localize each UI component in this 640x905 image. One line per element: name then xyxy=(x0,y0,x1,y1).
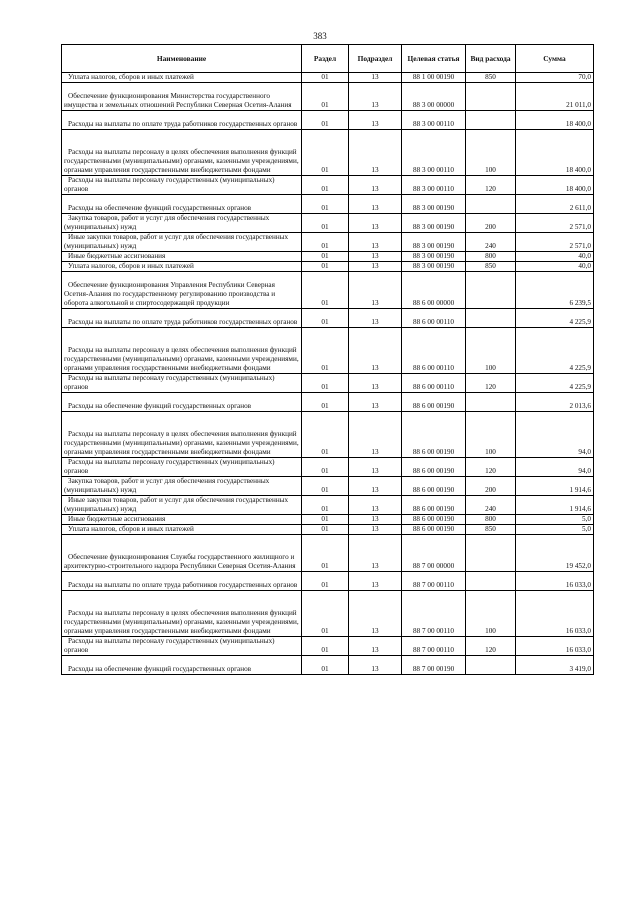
row-summa: 3 419,0 xyxy=(516,656,594,675)
row-razdel: 01 xyxy=(302,572,349,591)
row-name: Уплата налогов, сборов и иных платежей xyxy=(62,73,302,83)
row-summa: 18 400,0 xyxy=(516,130,594,176)
table-row xyxy=(62,233,594,252)
row-statya: 88 7 00 00110 xyxy=(402,637,466,656)
table-row xyxy=(62,374,594,393)
row-name: Уплата налогов, сборов и иных платежей xyxy=(62,262,302,272)
row-razdel: 01 xyxy=(302,591,349,637)
row-statya: 88 7 00 00000 xyxy=(402,535,466,572)
row-statya: 88 6 00 00190 xyxy=(402,525,466,535)
row-name: Расходы на обеспечение функций государственных органов xyxy=(62,195,302,214)
row-name: Расходы на выплаты по оплате труда работников государственных органов xyxy=(62,309,302,328)
row-statya: 88 6 00 00110 xyxy=(402,328,466,374)
row-statya: 88 6 00 00190 xyxy=(402,477,466,496)
row-podrazdel: 13 xyxy=(349,328,402,374)
row-podrazdel: 13 xyxy=(349,309,402,328)
page-number: 383 xyxy=(313,31,327,41)
row-razdel: 01 xyxy=(302,515,349,525)
row-vid: 200 xyxy=(466,214,516,233)
row-vid xyxy=(466,111,516,130)
table-row xyxy=(62,214,594,233)
table-row xyxy=(62,262,594,272)
row-statya: 88 7 00 00110 xyxy=(402,591,466,637)
row-vid xyxy=(466,309,516,328)
row-statya: 88 6 00 00110 xyxy=(402,309,466,328)
row-podrazdel: 13 xyxy=(349,195,402,214)
row-summa: 2 571,0 xyxy=(516,233,594,252)
row-vid: 100 xyxy=(466,591,516,637)
row-summa: 94,0 xyxy=(516,458,594,477)
row-name: Расходы на выплаты персоналу государственных (муниципальных) органов xyxy=(62,374,302,393)
row-statya: 88 3 00 00110 xyxy=(402,111,466,130)
row-razdel: 01 xyxy=(302,252,349,262)
row-razdel: 01 xyxy=(302,393,349,412)
row-name: Расходы на выплаты персоналу в целях обеспечения выполнения функций государственными (муниципальными) органами, казенными учреждениями, органами управления государственными внебюджетными фондами xyxy=(62,591,302,637)
row-vid: 240 xyxy=(466,496,516,515)
row-vid: 120 xyxy=(466,176,516,195)
row-podrazdel: 13 xyxy=(349,535,402,572)
header-row xyxy=(62,45,594,73)
row-vid xyxy=(466,535,516,572)
row-summa: 1 914,6 xyxy=(516,496,594,515)
row-vid: 100 xyxy=(466,328,516,374)
row-name: Закупка товаров, работ и услуг для обеспечения государственных (муниципальных) нужд xyxy=(62,214,302,233)
row-name: Иные закупки товаров, работ и услуг для обеспечения государственных (муниципальных) нужд xyxy=(62,496,302,515)
row-statya: 88 6 00 00190 xyxy=(402,393,466,412)
row-podrazdel: 13 xyxy=(349,176,402,195)
row-summa: 18 400,0 xyxy=(516,176,594,195)
row-podrazdel: 13 xyxy=(349,393,402,412)
row-name: Иные закупки товаров, работ и услуг для обеспечения государственных (муниципальных) нужд xyxy=(62,233,302,252)
table-row xyxy=(62,309,594,328)
row-statya: 88 6 00 00110 xyxy=(402,374,466,393)
budget-table xyxy=(61,44,594,675)
table-row xyxy=(62,176,594,195)
row-razdel: 01 xyxy=(302,496,349,515)
row-summa: 2 571,0 xyxy=(516,214,594,233)
row-statya: 88 3 00 00110 xyxy=(402,130,466,176)
table-row xyxy=(62,272,594,309)
row-razdel: 01 xyxy=(302,458,349,477)
table-row xyxy=(62,572,594,591)
row-vid: 120 xyxy=(466,637,516,656)
row-podrazdel: 13 xyxy=(349,591,402,637)
header-razdel: Раздел xyxy=(302,45,349,73)
table-row xyxy=(62,83,594,111)
row-summa: 4 225,9 xyxy=(516,328,594,374)
row-summa: 40,0 xyxy=(516,262,594,272)
row-statya: 88 6 00 00190 xyxy=(402,496,466,515)
table-row xyxy=(62,515,594,525)
row-name: Расходы на обеспечение функций государственных органов xyxy=(62,393,302,412)
row-podrazdel: 13 xyxy=(349,572,402,591)
row-statya: 88 3 00 00190 xyxy=(402,214,466,233)
table-row xyxy=(62,656,594,675)
table-row xyxy=(62,591,594,637)
row-razdel: 01 xyxy=(302,176,349,195)
row-statya: 88 3 00 00110 xyxy=(402,176,466,195)
header-summa: Сумма xyxy=(516,45,594,73)
row-vid: 850 xyxy=(466,262,516,272)
row-statya: 88 1 00 00190 xyxy=(402,73,466,83)
row-vid xyxy=(466,656,516,675)
row-summa: 70,0 xyxy=(516,73,594,83)
row-name: Расходы на выплаты персоналу государственных (муниципальных) органов xyxy=(62,458,302,477)
row-podrazdel: 13 xyxy=(349,412,402,458)
row-summa: 5,0 xyxy=(516,515,594,525)
row-summa: 16 033,0 xyxy=(516,591,594,637)
row-summa: 16 033,0 xyxy=(516,637,594,656)
row-vid: 850 xyxy=(466,525,516,535)
row-razdel: 01 xyxy=(302,262,349,272)
row-summa: 4 225,9 xyxy=(516,374,594,393)
table-body xyxy=(62,73,594,675)
row-razdel: 01 xyxy=(302,233,349,252)
row-summa: 4 225,9 xyxy=(516,309,594,328)
row-summa: 2 611,0 xyxy=(516,195,594,214)
row-statya: 88 3 00 00190 xyxy=(402,252,466,262)
row-name: Обеспечение функционирования Службы государственного жилищного и архитектурно-строительного надзора Республики Северная Осетия-Алания xyxy=(62,535,302,572)
row-name: Расходы на выплаты персоналу в целях обеспечения выполнения функций государственными (муниципальными) органами, казенными учреждениями, органами управления государственными внебюджетными фондами xyxy=(62,328,302,374)
row-name: Расходы на обеспечение функций государственных органов xyxy=(62,656,302,675)
row-razdel: 01 xyxy=(302,525,349,535)
table-row xyxy=(62,496,594,515)
row-podrazdel: 13 xyxy=(349,252,402,262)
row-vid xyxy=(466,393,516,412)
row-podrazdel: 13 xyxy=(349,656,402,675)
row-vid: 120 xyxy=(466,374,516,393)
row-razdel: 01 xyxy=(302,73,349,83)
row-summa: 5,0 xyxy=(516,525,594,535)
row-vid: 120 xyxy=(466,458,516,477)
table-row xyxy=(62,412,594,458)
row-statya: 88 7 00 00110 xyxy=(402,572,466,591)
table-row xyxy=(62,458,594,477)
row-podrazdel: 13 xyxy=(349,374,402,393)
row-summa: 16 033,0 xyxy=(516,572,594,591)
row-statya: 88 6 00 00190 xyxy=(402,515,466,525)
row-name: Обеспечение функционирования Управления Республики Северная Осетия-Алания по государственному регулированию производства и оборота алкогольной и спиртосодержащей продукции xyxy=(62,272,302,309)
row-podrazdel: 13 xyxy=(349,233,402,252)
row-razdel: 01 xyxy=(302,272,349,309)
row-razdel: 01 xyxy=(302,83,349,111)
row-summa: 21 011,0 xyxy=(516,83,594,111)
row-podrazdel: 13 xyxy=(349,262,402,272)
row-vid xyxy=(466,272,516,309)
row-podrazdel: 13 xyxy=(349,477,402,496)
row-razdel: 01 xyxy=(302,656,349,675)
row-summa: 18 400,0 xyxy=(516,111,594,130)
row-vid: 240 xyxy=(466,233,516,252)
row-vid: 850 xyxy=(466,73,516,83)
header-statya: Целевая статья xyxy=(402,45,466,73)
row-vid xyxy=(466,195,516,214)
row-summa: 19 452,0 xyxy=(516,535,594,572)
row-vid xyxy=(466,572,516,591)
row-name: Расходы на выплаты по оплате труда работников государственных органов xyxy=(62,111,302,130)
table-row xyxy=(62,252,594,262)
row-razdel: 01 xyxy=(302,195,349,214)
row-statya: 88 3 00 00190 xyxy=(402,262,466,272)
row-razdel: 01 xyxy=(302,328,349,374)
table-header xyxy=(62,45,594,73)
row-podrazdel: 13 xyxy=(349,73,402,83)
row-vid: 200 xyxy=(466,477,516,496)
row-podrazdel: 13 xyxy=(349,515,402,525)
row-statya: 88 6 00 00190 xyxy=(402,412,466,458)
row-podrazdel: 13 xyxy=(349,458,402,477)
table-row xyxy=(62,195,594,214)
row-name: Расходы на выплаты персоналу в целях обеспечения выполнения функций государственными (муниципальными) органами, казенными учреждениями, органами управления государственными внебюджетными фондами xyxy=(62,130,302,176)
row-razdel: 01 xyxy=(302,309,349,328)
row-vid xyxy=(466,83,516,111)
table-row xyxy=(62,477,594,496)
row-podrazdel: 13 xyxy=(349,130,402,176)
row-vid: 100 xyxy=(466,130,516,176)
row-razdel: 01 xyxy=(302,214,349,233)
row-razdel: 01 xyxy=(302,130,349,176)
row-summa: 94,0 xyxy=(516,412,594,458)
table-row xyxy=(62,328,594,374)
row-name: Иные бюджетные ассигнования xyxy=(62,252,302,262)
row-podrazdel: 13 xyxy=(349,496,402,515)
row-razdel: 01 xyxy=(302,111,349,130)
row-razdel: 01 xyxy=(302,637,349,656)
header-name: Наименование xyxy=(62,45,302,73)
header-podrazdel: Подраздел xyxy=(349,45,402,73)
table-row xyxy=(62,393,594,412)
row-podrazdel: 13 xyxy=(349,83,402,111)
row-razdel: 01 xyxy=(302,374,349,393)
row-statya: 88 7 00 00190 xyxy=(402,656,466,675)
row-name: Расходы на выплаты персоналу государственных (муниципальных) органов xyxy=(62,637,302,656)
table-row xyxy=(62,637,594,656)
row-statya: 88 3 00 00190 xyxy=(402,233,466,252)
table-row xyxy=(62,73,594,83)
row-summa: 40,0 xyxy=(516,252,594,262)
row-summa: 2 013,6 xyxy=(516,393,594,412)
row-podrazdel: 13 xyxy=(349,111,402,130)
table-row xyxy=(62,535,594,572)
row-name: Уплата налогов, сборов и иных платежей xyxy=(62,525,302,535)
row-summa: 6 239,5 xyxy=(516,272,594,309)
row-name: Закупка товаров, работ и услуг для обеспечения государственных (муниципальных) нужд xyxy=(62,477,302,496)
row-razdel: 01 xyxy=(302,477,349,496)
row-podrazdel: 13 xyxy=(349,637,402,656)
row-statya: 88 6 00 00190 xyxy=(402,458,466,477)
row-name: Расходы на выплаты персоналу в целях обеспечения выполнения функций государственными (муниципальными) органами, казенными учреждениями, органами управления государственными внебюджетными фондами xyxy=(62,412,302,458)
table-row xyxy=(62,130,594,176)
row-podrazdel: 13 xyxy=(349,272,402,309)
header-vid: Вид расхода xyxy=(466,45,516,73)
table-row xyxy=(62,111,594,130)
row-vid: 100 xyxy=(466,412,516,458)
row-razdel: 01 xyxy=(302,412,349,458)
row-statya: 88 6 00 00000 xyxy=(402,272,466,309)
row-vid: 800 xyxy=(466,515,516,525)
row-statya: 88 3 00 00190 xyxy=(402,195,466,214)
row-name: Обеспечение функционирования Министерства государственного имущества и земельных отношений Республики Северная Осетия-Алания xyxy=(62,83,302,111)
row-statya: 88 3 00 00000 xyxy=(402,83,466,111)
row-summa: 1 914,6 xyxy=(516,477,594,496)
table-row xyxy=(62,525,594,535)
row-razdel: 01 xyxy=(302,535,349,572)
row-name: Иные бюджетные ассигнования xyxy=(62,515,302,525)
row-name: Расходы на выплаты по оплате труда работников государственных органов xyxy=(62,572,302,591)
row-podrazdel: 13 xyxy=(349,525,402,535)
row-name: Расходы на выплаты персоналу государственных (муниципальных) органов xyxy=(62,176,302,195)
row-podrazdel: 13 xyxy=(349,214,402,233)
row-vid: 800 xyxy=(466,252,516,262)
